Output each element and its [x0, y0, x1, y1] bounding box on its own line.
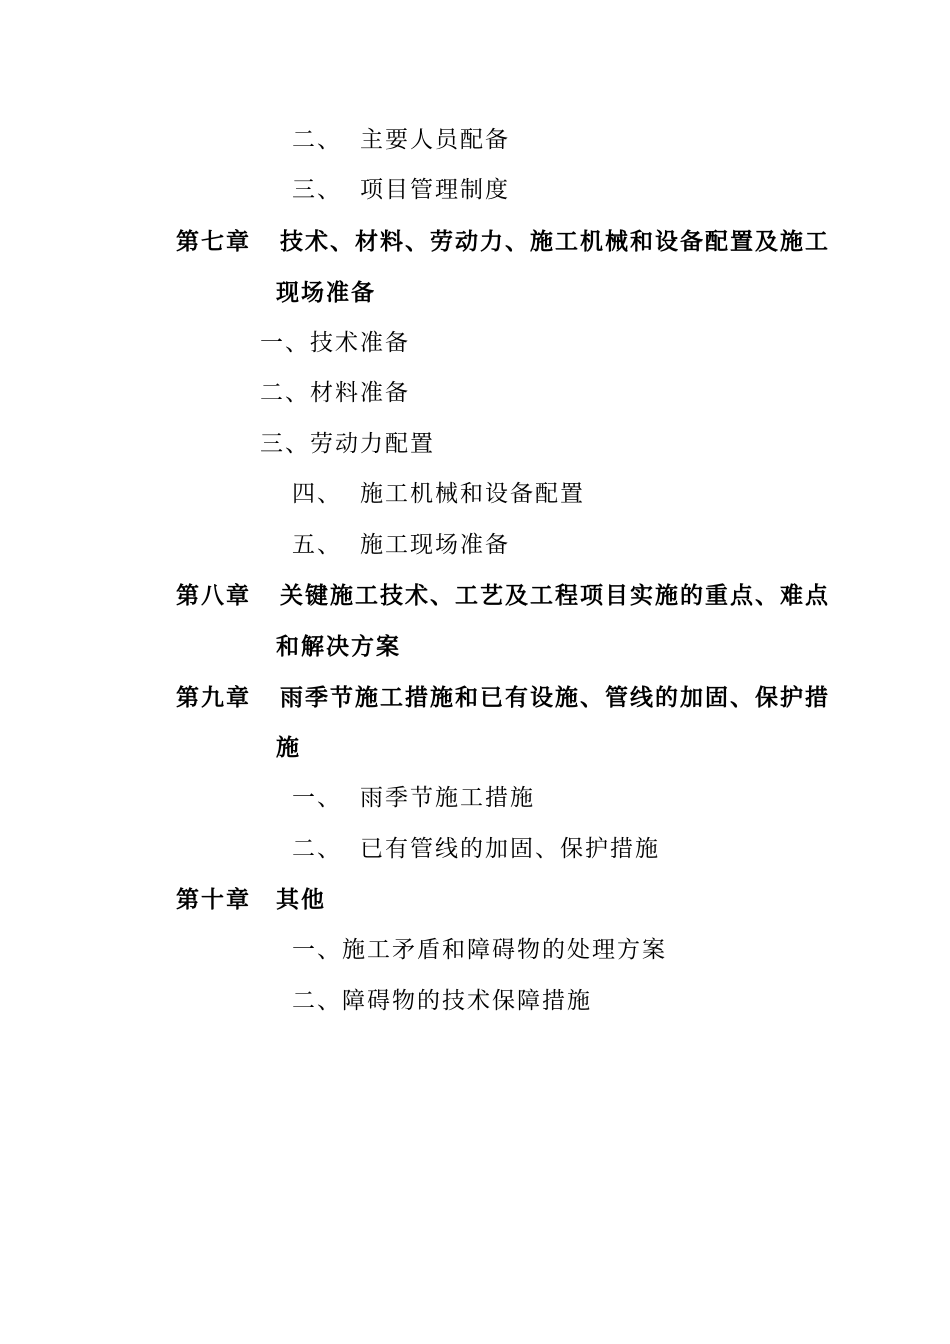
chapter-label: 第十章	[176, 887, 251, 913]
section-title: 已有管线的加固、保护措施	[360, 836, 660, 862]
section-title: 项目管理制度	[360, 177, 510, 203]
toc-chapter	[0, 683, 950, 713]
toc-section	[292, 783, 535, 813]
toc-chapter	[0, 581, 950, 611]
toc-chapter	[0, 227, 950, 257]
toc-section	[260, 429, 435, 459]
chapter-label: 第七章	[176, 229, 251, 255]
section-number: 二、	[292, 988, 342, 1014]
section-number: 二、	[292, 836, 342, 862]
chapter-title-cont: 施	[276, 735, 301, 761]
toc-section	[292, 935, 667, 965]
section-number: 一、	[292, 785, 342, 811]
section-number: 二、	[260, 380, 310, 406]
chapter-title: 雨季节施工措施和已有设施、管线的加固、保护措	[280, 685, 830, 711]
chapter-title: 关键施工技术、工艺及工程项目实施的重点、难点	[280, 583, 830, 609]
section-title: 雨季节施工措施	[360, 785, 535, 811]
chapter-title-cont: 和解决方案	[276, 634, 401, 660]
toc-section	[292, 175, 510, 205]
section-title: 材料准备	[310, 380, 410, 406]
toc-section	[292, 125, 510, 155]
section-title: 施工矛盾和障碍物的处理方案	[342, 937, 667, 963]
chapter-label: 第九章	[176, 685, 251, 711]
section-number: 一、	[260, 330, 310, 356]
section-title: 技术准备	[310, 330, 410, 356]
chapter-title: 技术、材料、劳动力、施工机械和设备配置及施工	[280, 229, 830, 255]
toc-chapter-continuation	[0, 632, 950, 662]
section-title: 施工机械和设备配置	[360, 481, 585, 507]
chapter-title: 其他	[276, 887, 326, 913]
section-title: 劳动力配置	[310, 431, 435, 457]
toc-chapter-continuation	[0, 278, 950, 308]
section-number: 五、	[292, 532, 342, 558]
chapter-label: 第八章	[176, 583, 251, 609]
section-title: 主要人员配备	[360, 127, 510, 153]
chapter-title-cont: 现场准备	[276, 280, 376, 306]
toc-section	[260, 378, 410, 408]
toc-section	[292, 479, 585, 509]
section-title: 障碍物的技术保障措施	[342, 988, 592, 1014]
section-number: 三、	[292, 177, 342, 203]
section-title: 施工现场准备	[360, 532, 510, 558]
section-number: 一、	[292, 937, 342, 963]
toc-section	[292, 986, 592, 1016]
toc-chapter-continuation	[0, 733, 950, 763]
section-number: 二、	[292, 127, 342, 153]
section-number: 三、	[260, 431, 310, 457]
toc-section	[292, 834, 660, 864]
toc-section	[292, 530, 510, 560]
toc-section	[260, 328, 410, 358]
toc-chapter	[0, 885, 950, 915]
section-number: 四、	[292, 481, 342, 507]
